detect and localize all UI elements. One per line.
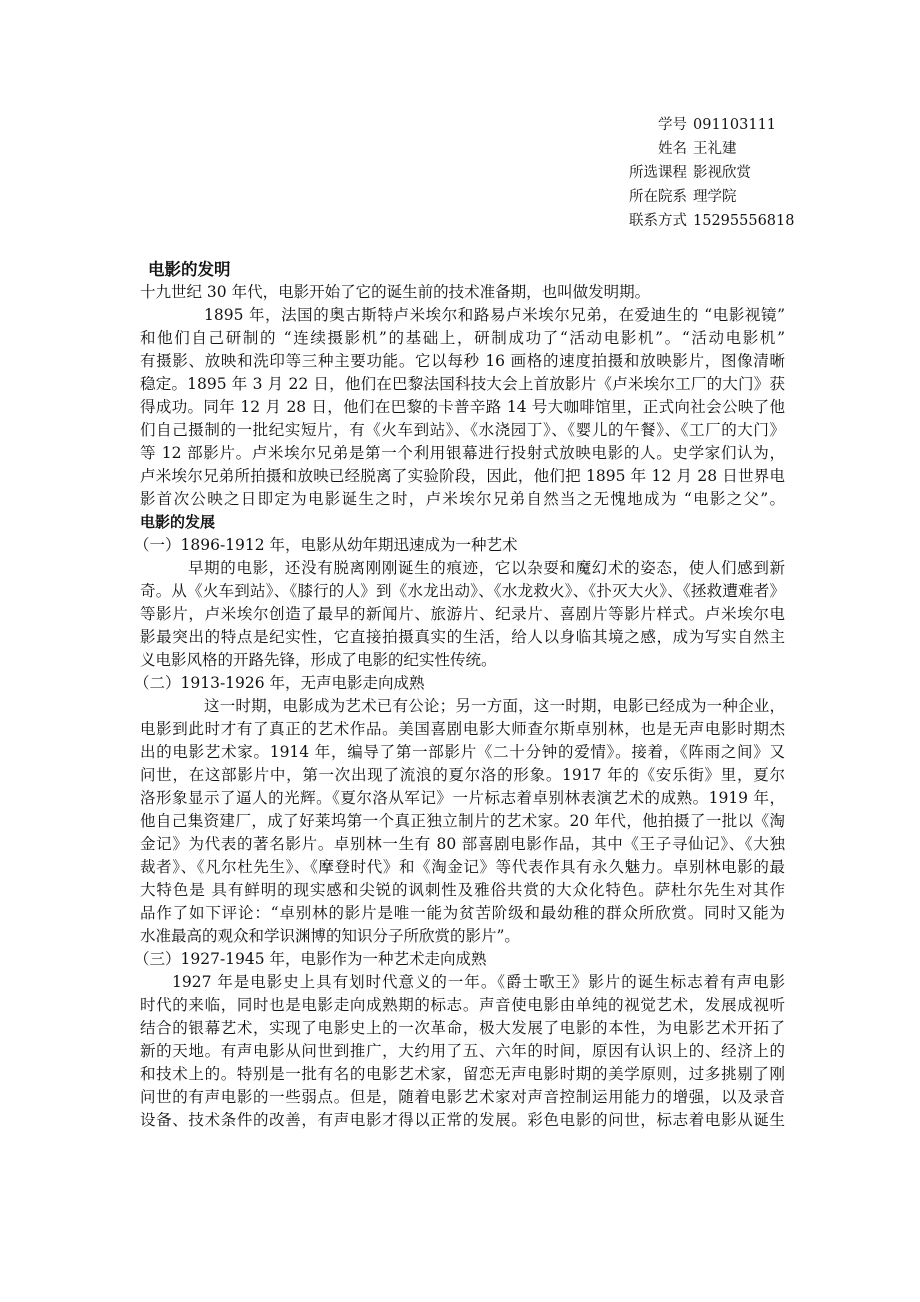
paragraph-line: 新的天地。有声电影从问世到推广，大约用了五、六年的时间，原因有认识上的、经济上的 [140, 1042, 785, 1060]
student-info-row [617, 161, 907, 185]
paragraph-line: 和他们自己研制的 “连续摄影机”的基础上，研制成功了“活动电影机”。“活动电影机” [140, 329, 785, 347]
paragraph-line: 和技术上的。特别是一批有名的电影艺术家，留恋无声电影时期的美学原则，过多挑剔了刚 [140, 1065, 785, 1083]
paragraph-line: 电影到此时才有了真正的艺术作品。美国喜剧电影大师查尔斯卓别林，也是无声电影时期杰 [140, 720, 785, 738]
paragraph-line: （二）1913-1926 年，无声电影走向成熟 [134, 674, 425, 692]
paragraph-line: 影最突出的特点是纪实性，它直接拍摄真实的生活，给人以身临其境之感，成为写实自然主 [140, 628, 785, 646]
paragraph-line: 裁者》、《凡尔杜先生》、《摩登时代》和《淘金记》等代表作具有永久魅力。卓别林电影的最 [140, 858, 785, 876]
student-info-label: 姓名 [658, 141, 687, 157]
student-info-label: 学号 [658, 117, 687, 133]
paragraph-line: 们自己摄制的一批纪实短片，有《火车到站》、《水浇园丁》、《婴儿的午餐》、《工厂的大门》 [140, 421, 785, 439]
student-info-value: 15295556818 [693, 213, 795, 229]
section-heading: 电影的发明 [148, 260, 231, 279]
paragraph-line: 洛形象显示了逼人的光辉。《夏尔洛从军记》一片标志着卓别林表演艺术的成熟。1919 年， [140, 789, 785, 807]
student-info-value: 王礼建 [693, 141, 737, 157]
paragraph-line: 结合的银幕艺术，实现了电影史上的一次革命，极大发展了电影的本性，为电影艺术开拓了 [140, 1019, 785, 1037]
paragraph-line: 1927 年是电影史上具有划时代意义的一年。《爵士歌王》影片的诞生标志着有声电影 [172, 973, 785, 991]
paragraph-line: 出的电影艺术家。1914 年，编导了第一部影片《二十分钟的爱情》。接着，《阵雨之间》又 [140, 743, 785, 761]
paragraph-line: 卢米埃尔兄弟所拍摄和放映已经脱离了实验阶段，因此，他们把 1895 年 12 月 28 日世界电 [140, 467, 785, 485]
paragraph-line: 大特色是 具有鲜明的现实感和尖锐的讽刺性及雅俗共赏的大众化特色。萨杜尔先生对其作 [140, 881, 785, 899]
student-info-label: 联系方式 [629, 213, 687, 229]
student-info-value: 091103111 [693, 117, 777, 133]
student-info-row [617, 113, 907, 137]
student-info-label: 所在院系 [629, 189, 687, 205]
paragraph-line: 他自己集资建厂，成了好莱坞第一个真正独立制片的艺术家。20 年代，他拍摄了一批以《淘 [140, 812, 785, 830]
paragraph-line: 影首次公映之日即定为电影诞生之时，卢米埃尔兄弟自然当之无愧地成为 “电影之父”。 [140, 490, 785, 508]
paragraph-line: 等影片，卢米埃尔创造了最早的新闻片、旅游片、纪录片、喜剧片等影片样式。卢米埃尔电 [140, 605, 785, 623]
section-heading: 电影的发展 [140, 513, 216, 531]
paragraph-line: 得成功。同年 12 月 28 日，他们在巴黎的卡普辛路 14 号大咖啡馆里，正式向社会公映了他 [140, 398, 785, 416]
student-info-value: 影视欣赏 [693, 165, 751, 181]
essay-body [134, 258, 785, 1132]
paragraph-line: 水准最高的观众和学识渊博的知识分子所欣赏的影片”。 [140, 927, 520, 945]
student-info-block [617, 113, 907, 233]
paragraph-line: 有摄影、放映和洗印等三种主要功能。它以每秒 16 画格的速度拍摄和放映影片，图像清晰 [140, 352, 785, 370]
paragraph-line: 问世的有声电影的一些弱点。但是，随着电影艺术家对声音控制运用能力的增强，以及录音 [140, 1088, 785, 1106]
paragraph-line: 品作了如下评论：“卓别林的影片是唯一能为贫苦阶级和最幼稚的群众所欣赏。同时又能为 [140, 904, 785, 922]
paragraph-line: 时代的来临，同时也是电影走向成熟期的标志。声音使电影由单纯的视觉艺术，发展成视听 [140, 996, 785, 1014]
paragraph-line: （三）1927-1945 年，电影作为一种艺术走向成熟 [134, 950, 487, 968]
student-info-row [617, 209, 907, 233]
paragraph-line: 1895 年，法国的奥古斯特卢米埃尔和路易卢米埃尔兄弟，在爱迪生的 “电影视镜” [204, 306, 785, 324]
paragraph-line: 早期的电影，还没有脱离刚刚诞生的痕迹，它以杂耍和魔幻术的姿态，使人们感到新 [188, 559, 785, 577]
student-info-value: 理学院 [693, 189, 737, 205]
paragraph-line: 义电影风格的开路先锋，形成了电影的纪实性传统。 [140, 651, 497, 669]
paragraph-line: 十九世纪 30 年代，电影开始了它的诞生前的技术准备期，也叫做发明期。 [140, 283, 651, 301]
paragraph-line: 奇。从《火车到站》、《膝行的人》到《水龙出动》、《水龙救火》、《扑灭大火》、《拯救遭难者》 [140, 582, 785, 600]
paragraph-line: （一）1896-1912 年，电影从幼年期迅速成为一种艺术 [134, 536, 518, 554]
student-info-label: 所选课程 [629, 165, 687, 181]
paragraph-line: 这一时期，电影成为艺术已有公论；另一方面，这一时期，电影已经成为一种企业， [204, 697, 785, 715]
paragraph-line: 问世，在这部影片中，第一次出现了流浪的夏尔洛的形象。1917 年的《安乐街》里，夏尔 [140, 766, 785, 784]
paragraph-line: 设备、技术条件的改善，有声电影才得以正常的发展。彩色电影的问世，标志着电影从诞生 [140, 1111, 785, 1129]
paragraph-line: 稳定。1895 年 3 月 22 日，他们在巴黎法国科技大会上首放影片《卢米埃尔工厂的大门》获 [140, 375, 785, 393]
student-info-row [617, 137, 907, 161]
paragraph-line: 金记》为代表的著名影片。卓别林一生有 80 部喜剧电影作品，其中《王子寻仙记》、《大独 [140, 835, 785, 853]
paragraph-line: 等 12 部影片。卢米埃尔兄弟是第一个利用银幕进行投射式放映电影的人。史学家们认为， [140, 444, 785, 462]
student-info-row [617, 185, 907, 209]
